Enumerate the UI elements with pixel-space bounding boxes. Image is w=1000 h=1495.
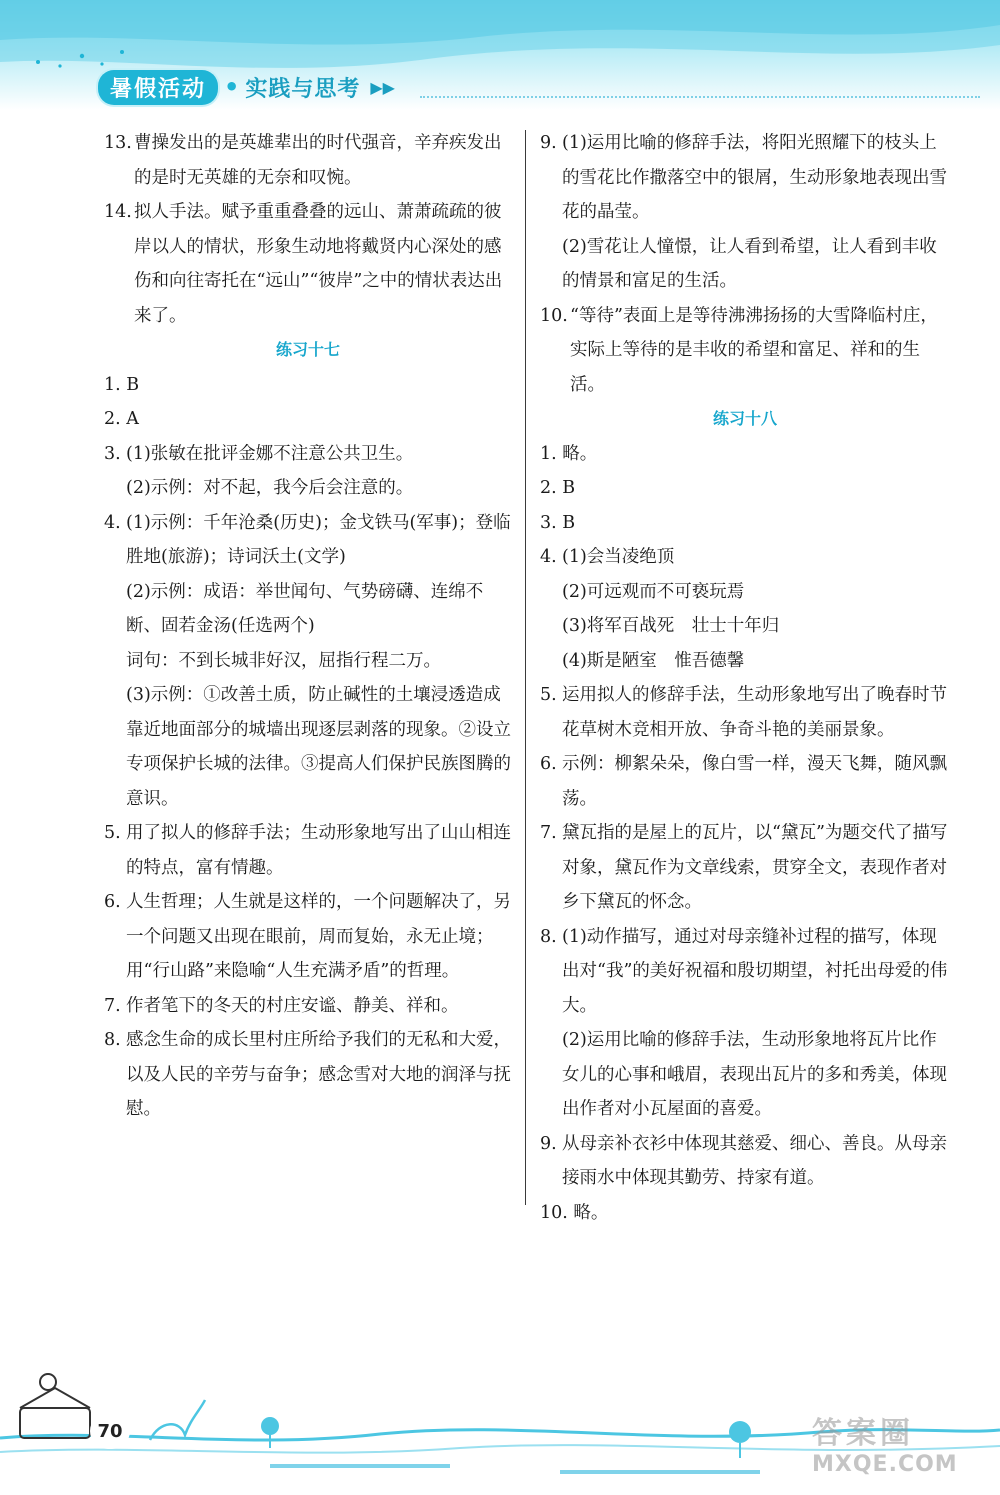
answer-item — [104, 816, 512, 885]
answer-subitem: (2)示例：对不起，我今后会注意的。 — [126, 478, 414, 498]
answer-number: 3. — [104, 443, 121, 464]
answer-number: 14. — [104, 202, 132, 222]
section-title-18: 练习十八 — [712, 409, 777, 428]
answer-number: 4. — [540, 547, 557, 567]
answer-number: 9. — [540, 1133, 557, 1154]
answer-number: 13. — [104, 133, 132, 153]
answer-subitem: 词句：不到长城非好汉，屈指行程二万。 — [126, 650, 441, 671]
answer-text: 黛瓦指的是屋上的瓦片，以“黛瓦”为题交代了描写对象，黛瓦作为文章线索，贯穿全文，表现作者对乡下黛瓦的怀念。 — [562, 823, 948, 912]
answer-subitem: (2)可远观而不可亵玩焉 — [562, 581, 745, 602]
answer-text: (1)张敏在批评金娜不注意公共卫生。 — [126, 443, 414, 464]
answer-item: 1. 略。 — [540, 443, 598, 464]
answer-text: (1)示例：千年沧桑(历史)；金戈铁马(军事)；登临胜地(旅游)；诗词沃土(文学) — [126, 512, 511, 567]
answer-text: 曹操发出的是英雄辈出的时代强音，辛弃疾发出的是时无英雄的无奈和叹惋。 — [134, 133, 502, 188]
answer-item — [104, 195, 512, 333]
answer-item — [540, 920, 950, 1024]
answer-item: 1. B — [104, 374, 140, 395]
answer-text: 作者笔下的冬天的村庄安谧、静美、祥和。 — [126, 995, 459, 1016]
answer-item: 3. B — [540, 512, 576, 533]
answer-item — [540, 816, 950, 920]
header-title-dot: • — [224, 73, 240, 101]
answer-text: “等待”表面上是等待沸沸扬扬的大雪降临村庄，实际上等待的是丰收的希望和富足、祥和的生活。 — [570, 305, 938, 395]
answer-item: 10. 略。 — [540, 1202, 609, 1223]
answer-text: 从母亲补衣衫中体现其慈爱、细心、善良。从母亲接雨水中体现其勤劳、持家有道。 — [562, 1133, 947, 1188]
answer-text: 运用拟人的修辞手法，生动形象地写出了晚春时节花草树木竞相开放、争奇斗艳的美丽景象。 — [562, 685, 947, 740]
answer-text: 人生哲理；人生就是这样的，一个问题解决了，另一个问题又出现在眼前，周而复始，永无止境；用“行山路”来隐喻“人生充满矛盾”的哲理。 — [126, 892, 511, 981]
answer-text: 示例：柳絮朵朵，像白雪一样，漫天飞舞，随风飘荡。 — [562, 754, 947, 809]
left-column — [104, 126, 512, 1127]
answer-item — [540, 299, 950, 403]
answer-subitem: (2)运用比喻的修辞手法，生动形象地将瓦片比作女儿的心事和峨眉，表现出瓦片的多和秀美，体现出作者对小瓦屋面的喜爱。 — [562, 1030, 947, 1119]
answer-item — [540, 678, 950, 747]
answer-item: 2. A — [104, 409, 139, 429]
answer-number: 9. — [540, 133, 557, 153]
answer-item — [104, 989, 512, 1024]
answer-text: (1)会当凌绝顶 — [562, 547, 675, 567]
sparkle-dots-icon — [30, 42, 130, 72]
header-title — [98, 70, 395, 104]
answer-number: 5. — [104, 823, 121, 843]
answer-item — [540, 1127, 950, 1196]
answer-text: 用了拟人的修辞手法；生动形象地写出了山山相连的特点，富有情趣。 — [126, 823, 511, 878]
answer-number: 8. — [540, 926, 557, 947]
answer-item — [540, 540, 950, 575]
header-title-sub: 实践与思考 — [245, 76, 361, 102]
watermark-url: MXQE.COM — [812, 1452, 958, 1477]
header-dotted-line — [420, 96, 980, 98]
double-arrow-icon: ▶▶ — [370, 77, 395, 97]
answer-subitem: (3)将军百战死 壮士十年归 — [562, 616, 780, 636]
answer-text: (1)动作描写，通过对母亲缝补过程的描写，体现出对“我”的美好祝福和殷切期望，衬托出母爱的伟大。 — [562, 926, 948, 1016]
answer-subitem: (2)示例：成语：举世闻句、气势磅礴、连绵不断、固若金汤(任选两个) — [126, 581, 484, 636]
answer-subitem: (4)斯是陋室 惟吾德馨 — [562, 650, 745, 671]
answer-text: 拟人手法。赋予重重叠叠的远山、萧萧疏疏的彼岸以人的情状，形象生动地将戴贤内心深处的感伤和向往寄托在“远山”“彼岸”之中的情状表达出来了。 — [134, 202, 503, 326]
answer-number: 6. — [540, 754, 557, 774]
answer-text: (1)运用比喻的修辞手法，将阳光照耀下的枝头上的雪花比作撒落空中的银屑，生动形象地表现出雪花的晶莹。 — [562, 133, 947, 222]
answer-item — [540, 126, 950, 230]
section-title-17: 练习十七 — [275, 340, 340, 359]
right-column — [540, 126, 950, 1230]
answer-subitem: (3)示例：①改善土质，防止碱性的土壤浸透造成靠近地面部分的城墙出现逐层剥落的现象。②设立专项保护长城的法律。③提高人们保护民族图腾的意识。 — [126, 685, 511, 809]
answer-number: 8. — [104, 1030, 121, 1050]
answer-item: 2. B — [540, 478, 576, 498]
answer-item — [104, 885, 512, 989]
watermark — [812, 1408, 992, 1488]
answer-item — [104, 506, 512, 575]
answer-item — [104, 437, 512, 472]
answer-number: 10. — [540, 305, 568, 326]
answer-number: 7. — [104, 995, 121, 1016]
answer-number: 6. — [104, 892, 121, 912]
answer-subitem: (2)雪花让人憧憬，让人看到希望，让人看到丰收的情景和富足的生活。 — [562, 236, 937, 291]
answer-item — [540, 747, 950, 816]
page-number: 70 — [90, 1413, 130, 1449]
answer-number: 5. — [540, 685, 557, 705]
column-divider — [525, 130, 526, 1205]
answer-number: 4. — [104, 512, 121, 533]
answer-number: 7. — [540, 823, 557, 843]
watermark-text: 答案圈 — [812, 1416, 914, 1451]
answer-text: 感念生命的成长里村庄所给予我们的无私和大爱，以及人民的辛劳与奋争；感念雪对大地的润泽与抚慰。 — [126, 1030, 511, 1119]
answer-item — [104, 1023, 512, 1127]
answer-item — [104, 126, 512, 195]
header-title-main: 暑假活动 — [98, 70, 218, 105]
